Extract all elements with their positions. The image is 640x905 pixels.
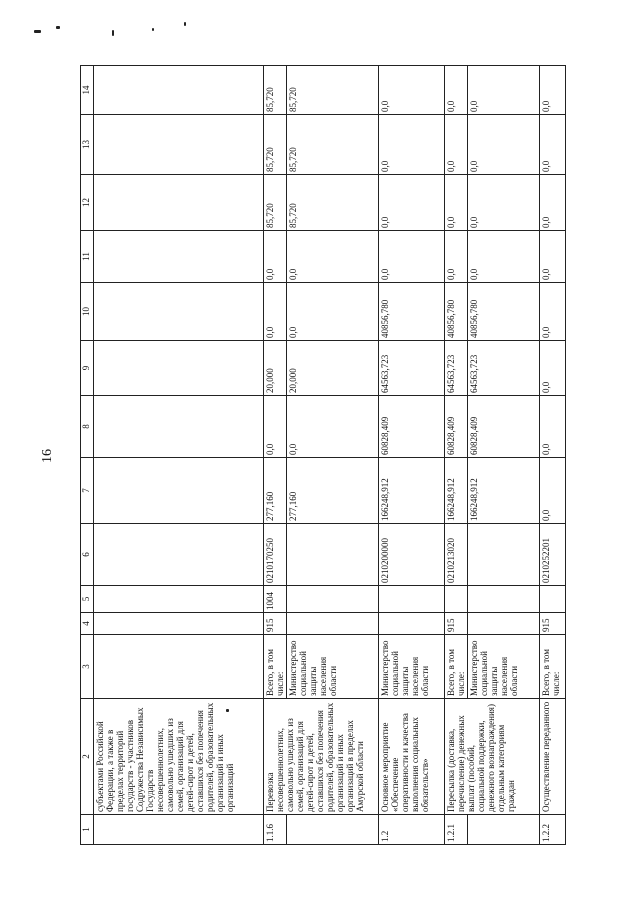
cell-csr <box>287 524 379 586</box>
cell-rzpr <box>287 586 379 613</box>
cell-index: 1.2.2 <box>540 815 566 845</box>
cell-index: 1.2 <box>379 815 445 845</box>
cell-value <box>94 115 264 175</box>
header-cell: 4 <box>81 613 94 635</box>
cell-executor: Всего, в том числе: <box>540 635 566 699</box>
table-row <box>264 66 287 845</box>
cell-total <box>94 458 264 524</box>
table-row <box>94 66 264 845</box>
table-row <box>379 66 445 845</box>
cell-value <box>94 66 264 115</box>
cell-measure: Основное мероприятие «Обеспечение оперативности и качества выполнения социальных обязательств» <box>379 699 445 815</box>
cell-value: 0,0 <box>264 396 287 458</box>
cell-value: 0,0 <box>287 396 379 458</box>
cell-executor <box>94 635 264 699</box>
cell-value: 85,720 <box>287 175 379 231</box>
cell-index: 1.2.1 <box>445 815 468 845</box>
cell-value: 0,0 <box>540 396 566 458</box>
cell-csr <box>94 524 264 586</box>
cell-grbs: 915 <box>540 613 566 635</box>
table-row <box>445 66 468 845</box>
cell-executor: Всего, в том числе: <box>445 635 468 699</box>
cell-value: 20,000 <box>287 341 379 396</box>
scan-speck <box>152 28 154 31</box>
header-cell: 6 <box>81 524 94 586</box>
scan-speck <box>56 26 60 29</box>
cell-value: 40856,780 <box>468 283 540 341</box>
header-cell: 11 <box>81 231 94 283</box>
cell-value: 64563,723 <box>468 341 540 396</box>
cell-rzpr: 1004 <box>264 586 287 613</box>
cell-value: 60828,409 <box>379 396 445 458</box>
cell-index: 1.1.6 <box>264 815 287 845</box>
cell-value <box>94 231 264 283</box>
cell-csr: 0210170250 <box>264 524 287 586</box>
cell-total: 0,0 <box>540 458 566 524</box>
header-cell: 5 <box>81 586 94 613</box>
cell-index <box>468 815 540 845</box>
page-number: 16 <box>40 449 55 463</box>
cell-value: 0,0 <box>287 283 379 341</box>
header-cell: 7 <box>81 458 94 524</box>
cell-value: 0,0 <box>468 66 540 115</box>
cell-grbs <box>94 613 264 635</box>
cell-value: 0,0 <box>445 115 468 175</box>
cell-value: 85,720 <box>264 66 287 115</box>
cell-value: 64563,723 <box>379 341 445 396</box>
cell-value: 0,0 <box>468 231 540 283</box>
cell-rzpr <box>540 586 566 613</box>
cell-total: 166248,912 <box>445 458 468 524</box>
cell-value: 0,0 <box>264 283 287 341</box>
cell-value: 60828,409 <box>468 396 540 458</box>
cell-measure: Пересылка (доставка, перечисление) денежных выплат (пособий, социальной поддержки, денежного вознаграждения) отдельным категориям граждан <box>445 699 540 815</box>
cell-value <box>94 283 264 341</box>
cell-executor: Министерство социальной защиты населения области <box>287 635 379 699</box>
cell-grbs: 915 <box>445 613 468 635</box>
cell-csr <box>468 524 540 586</box>
cell-value: 0,0 <box>540 66 566 115</box>
cell-value: 0,0 <box>540 231 566 283</box>
cell-value: 0,0 <box>445 66 468 115</box>
cell-rzpr <box>468 586 540 613</box>
cell-value: 0,0 <box>379 231 445 283</box>
rotated-table-container <box>80 65 566 845</box>
cell-executor: Министерство социальной защиты населения области <box>379 635 445 699</box>
cell-value <box>94 396 264 458</box>
cell-rzpr <box>94 586 264 613</box>
header-cell: 12 <box>81 175 94 231</box>
scan-speck <box>184 22 186 26</box>
cell-executor: Министерство социальной защиты населения области <box>468 635 540 699</box>
cell-value <box>94 341 264 396</box>
cell-rzpr <box>379 586 445 613</box>
cell-measure: Осуществление переданного <box>540 699 566 815</box>
cell-csr: 0210252201 <box>540 524 566 586</box>
table-row <box>540 66 566 845</box>
cell-total: 166248,912 <box>468 458 540 524</box>
header-cell: 10 <box>81 283 94 341</box>
cell-value: 0,0 <box>445 231 468 283</box>
header-cell: 3 <box>81 635 94 699</box>
cell-value: 20,000 <box>264 341 287 396</box>
cell-value: 0,0 <box>540 341 566 396</box>
cell-total: 166248,912 <box>379 458 445 524</box>
cell-rzpr <box>445 586 468 613</box>
cell-measure: субъектами Российской Федерации, а также в пределах территорий государств - участников Содружества Независимых Государств несовершеннолетних, самовольно ушедших из семей, организаций для детей-сирот и детей, оставшихся без попечения родителей, образовательных организаций и иных организаций <box>94 699 264 815</box>
cell-value: 85,720 <box>287 115 379 175</box>
cell-index <box>94 815 264 845</box>
cell-index <box>287 815 379 845</box>
cell-total: 277,160 <box>264 458 287 524</box>
cell-value: 0,0 <box>445 175 468 231</box>
cell-value: 85,720 <box>287 66 379 115</box>
cell-value: 0,0 <box>540 115 566 175</box>
header-cell: 14 <box>81 66 94 115</box>
cell-value: 0,0 <box>379 115 445 175</box>
cell-value: 64563,723 <box>445 341 468 396</box>
cell-value: 0,0 <box>264 231 287 283</box>
header-cell: 9 <box>81 341 94 396</box>
cell-value: 0,0 <box>540 283 566 341</box>
budget-table <box>80 65 566 845</box>
cell-value: 0,0 <box>379 175 445 231</box>
cell-executor: Всего, в том числе: <box>264 635 287 699</box>
cell-value: 60828,409 <box>445 396 468 458</box>
scan-speck <box>112 30 114 36</box>
scan-speck <box>34 30 41 33</box>
cell-total: 277,160 <box>287 458 379 524</box>
cell-value: 0,0 <box>540 175 566 231</box>
cell-value: 40856,780 <box>379 283 445 341</box>
cell-value: 40856,780 <box>445 283 468 341</box>
header-cell: 13 <box>81 115 94 175</box>
cell-grbs: 915 <box>264 613 287 635</box>
cell-value <box>94 175 264 231</box>
cell-value: 0,0 <box>287 231 379 283</box>
header-cell: 2 <box>81 699 94 815</box>
cell-grbs <box>468 613 540 635</box>
cell-csr: 0210200000 <box>379 524 445 586</box>
cell-grbs <box>379 613 445 635</box>
cell-value: 85,720 <box>264 175 287 231</box>
cell-value: 0,0 <box>468 175 540 231</box>
cell-value: 0,0 <box>468 115 540 175</box>
header-cell: 1 <box>81 815 94 845</box>
cell-measure: Перевозка несовершеннолетних, самовольно ушедших из семей, организаций для детей-сирот и детей, оставшихся без попечения родителей, образовательных организаций и иных организаций в пределах Амурской области <box>264 699 379 815</box>
cell-csr: 0210213020 <box>445 524 468 586</box>
cell-grbs <box>287 613 379 635</box>
cell-value: 85,720 <box>264 115 287 175</box>
header-cell: 8 <box>81 396 94 458</box>
cell-value: 0,0 <box>379 66 445 115</box>
header-row <box>81 66 94 845</box>
